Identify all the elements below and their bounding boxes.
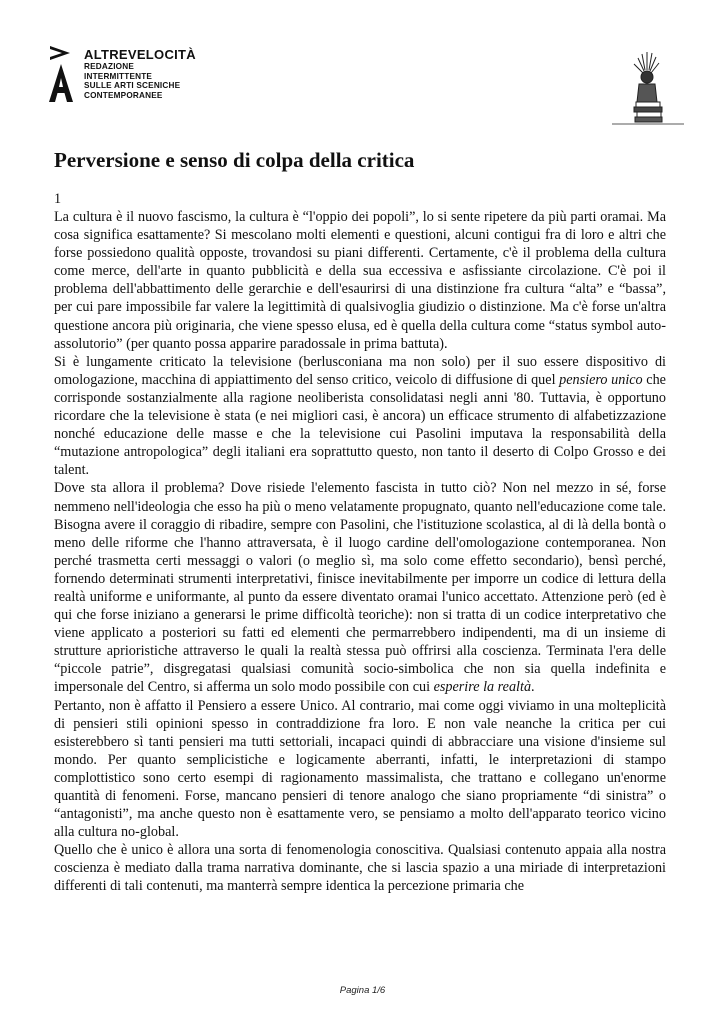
paragraph-text: Quello che è unico è allora una sorta di fenomenologia conoscitiva. Qualsiasi contenuto appaia alla nostra coscienza è mediato dalla trama narrativa dominante, che si lascia spazio a una miriade di interpretazioni differenti di tali contenuti, ma manterrà sempre identica la percezione primaria che [54, 842, 666, 895]
altrevelocita-logo [46, 44, 266, 108]
paragraph-text: Pertanto, non è affatto il Pensiero a essere Unico. Al contrario, mai come oggi viviamo in una molteplicità di pensieri stili opinioni spesso in contraddizione fra loro. E non vale neanche la critica per cui esisterebbero sì tanti pensieri ma tutti settoriali, incapaci quindi di abbracciare una visione d'insieme sul mondo. Per quanto semplicistiche e logicamente aberranti, infatti, le interpretazioni di stampo complottistico sono certo esempi di ragionamento massimalista, che trattano e collegano un'enorme quantità di fenomeni. Forse, mancano pensieri di tenore analogo che siano propriamente “di sinistra” o “antagonisti”, ma anche questo non è esattamente vero, se pensiamo a molto dell'apparato teorico vicino alla cultura no-global. [54, 697, 666, 841]
body-paragraph [54, 353, 666, 480]
body-paragraph [54, 841, 666, 895]
paragraph-list [54, 208, 666, 896]
brand-name: ALTREVELOCITÀ [84, 47, 196, 62]
brand-line: INTERMITTENTE [84, 71, 153, 81]
brand-text [84, 48, 196, 100]
section-number: 1 [54, 191, 62, 207]
paragraph-text: che corrisponde sostanzialmente alla ragione neoliberista consolidatasi negli anni '80. Tuttavia, è opportuno ricordare che la televisione è stata (e nei migliori casi, è ancora) un efficace strumento di alfabetizzazione nonché educazione delle masse e che la televisione cui Pasolini imputava la responsabilità della “mutazione antropologica” degli italiani era soprattutto questo, non tanto il deserto di Colpo Grosso e dei talent. [54, 371, 666, 479]
emphasis-text: esperire la realtà [433, 679, 532, 696]
brand-line: SULLE ARTI SCENICHE [84, 81, 181, 91]
paragraph-text: . [531, 679, 535, 696]
emphasis-text: pensiero unico [559, 371, 643, 388]
paragraph-text: Si è lungamente criticato la televisione (berlusconiana ma non solo) per il suo essere dispositivo di omologazione, macchina di appiattimento del senso critico, veicolo di diffusione di quel [54, 353, 666, 388]
document-body [54, 190, 666, 896]
document-title: Perversione e senso di colpa della critica [54, 148, 415, 172]
paragraph-text: Dove sta allora il problema? Dove risiede l'elemento fascista in tutto ciò? Non nel mezzo in sé, forse nemmeno nell'ideologia che esso ha più o meno velatamente propugnato, quanto nell'educazione come tale. Bisogna avere il coraggio di ribadire, sempre con Pasolini, che l'istituzione scolastica, al di là della bontà o meno delle riforme che l'hanno attraversata, è il luogo cardine dell'omologazione contemporanea. Non perché trasmetta certi messaggi o valori (o meglio sì, ma solo come effetto secondario), bensì perché, fornendo determinati strumenti interpretativi, finisce inevitabilmente per imporre un codice di lettura della realtà uniforme e uniformante, al punto da essere diventato oramai l'unico accettato. Attenzione però (ed è qui che forse iniziano a generarsi le prime difficoltà teoriche): non si tratta di un codice interpretativo che viene applicato a posteriori su fatti ed elementi che permarrebbero indipendenti, ma di un insieme di strutture aprioristiche attraverso le quali la realtà stessa può offrirsi alla coscienza. Terminata l'era delle “piccole patrie”, disgregatasi qualsiasi comunità socio-simbolica che non sia quella indefinita e impersonale del Centro, si afferma un solo modo possibile con cui [54, 480, 666, 696]
brand-line: CONTEMPORANEE [84, 90, 163, 100]
book-stack-figure-icon [612, 50, 684, 130]
body-paragraph [54, 479, 666, 696]
body-paragraph [54, 208, 666, 353]
page-number: Pagina 1/6 [339, 985, 386, 996]
body-paragraph [54, 697, 666, 842]
altrevelocita-logo-icon [46, 44, 76, 104]
brand-line: REDAZIONE [84, 62, 135, 71]
paragraph-text: La cultura è il nuovo fascismo, la cultura è “l'oppio dei popoli”, lo si sente ripetere da più parti oramai. Ma cosa significa esattamente? Si mescolano molti elementi e questioni, alcuni contigui fra di loro e altri che forse possiedono qualità opposte, trovandosi su piani differenti. Certamente, c'è il problema della cultura come merce, dell'arte in quanto pubblicità e della sua eccessiva e asfissiante circolazione. C'è poi il problema dell'abbattimento delle gerarchie e dell'esaurirsi di una distinzione fra cultura “alta” e “bassa”, per cui pare impossibile far valere la legittimità di qualsivoglia giudizio o distinzione. Ma c'è forse un'altra questione ancora più originaria, che viene spesso elusa, ed è quella della cultura come “status symbol auto-assolutorio” (per quanto possa apparire paradossale in prima battuta). [54, 209, 666, 352]
